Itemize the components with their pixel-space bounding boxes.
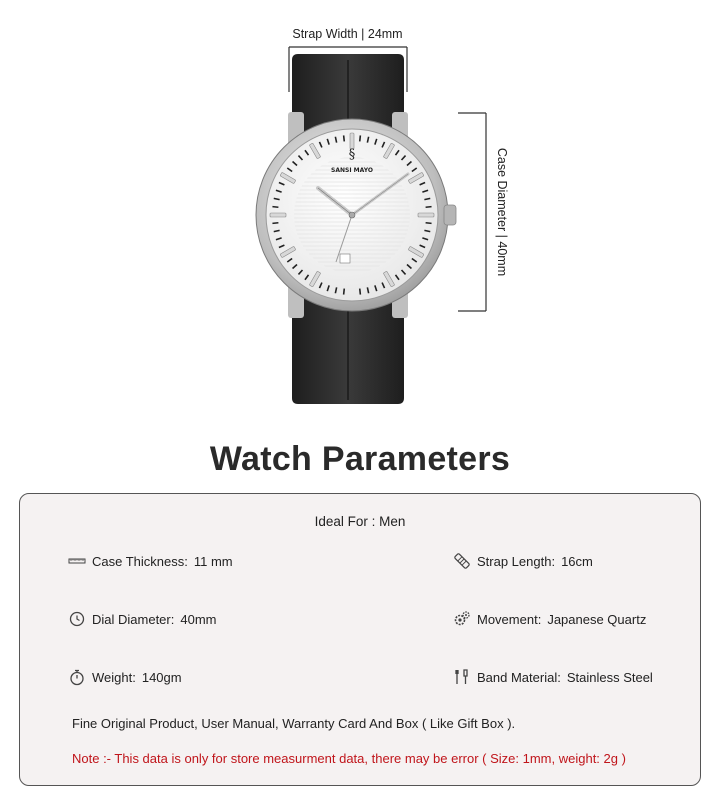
case-diameter-text: Case Diameter | 40mm	[495, 147, 509, 277]
param-movement	[453, 610, 646, 628]
gears-icon	[453, 610, 471, 628]
watch-crown	[444, 205, 456, 225]
strap-width-label: Strap Width | 24mm	[292, 27, 403, 41]
minute-tick	[426, 223, 432, 224]
param-value: Stainless Steel	[566, 669, 653, 685]
minute-tick	[272, 207, 278, 208]
brand-text: SANSI MAYO	[331, 167, 373, 174]
tools-icon	[453, 668, 471, 686]
param-dial-diameter	[68, 610, 216, 628]
ruler-icon	[68, 552, 86, 570]
param-value: 16cm	[561, 553, 593, 569]
param-value: 140gm	[141, 669, 182, 685]
minute-tick	[344, 289, 345, 295]
minute-tick	[360, 289, 361, 295]
page-title: Watch Parameters	[209, 440, 511, 478]
param-strap-length	[453, 552, 593, 570]
param-value: Japanese Quartz	[547, 611, 647, 627]
minute-tick	[272, 223, 278, 224]
minute-tick	[360, 135, 361, 141]
measurement-note: Note :- This data is only for store measurment data, there may be error ( Size: 1mm, weight: 2g )	[72, 751, 626, 766]
strap-icon	[453, 552, 471, 570]
param-label: Band Material:	[477, 669, 561, 685]
param-label: Movement:	[477, 611, 542, 627]
param-label: Strap Length:	[477, 553, 556, 569]
hour-marker	[270, 213, 286, 217]
param-value: 40mm	[180, 611, 217, 627]
param-label: Case Thickness:	[92, 553, 188, 569]
date-window	[340, 254, 350, 263]
hour-marker	[418, 213, 434, 217]
stopwatch-icon	[68, 668, 86, 686]
case-diameter-dimension	[458, 113, 486, 311]
ideal-for-text: Ideal For : Men	[314, 514, 406, 529]
parameters-card	[19, 493, 701, 786]
package-contents-text: Fine Original Product, User Manual, Warranty Card And Box ( Like Gift Box ).	[72, 716, 516, 731]
param-band-material	[453, 668, 653, 686]
param-weight	[68, 668, 182, 686]
minute-tick	[426, 207, 432, 208]
param-label: Dial Diameter:	[92, 611, 175, 627]
brand-logo-icon: §	[348, 147, 356, 162]
minute-tick	[344, 135, 345, 141]
param-case-thickness	[68, 552, 233, 570]
param-label: Weight:	[92, 669, 136, 685]
param-value: 11 mm	[193, 553, 233, 569]
clock-icon	[68, 610, 86, 628]
